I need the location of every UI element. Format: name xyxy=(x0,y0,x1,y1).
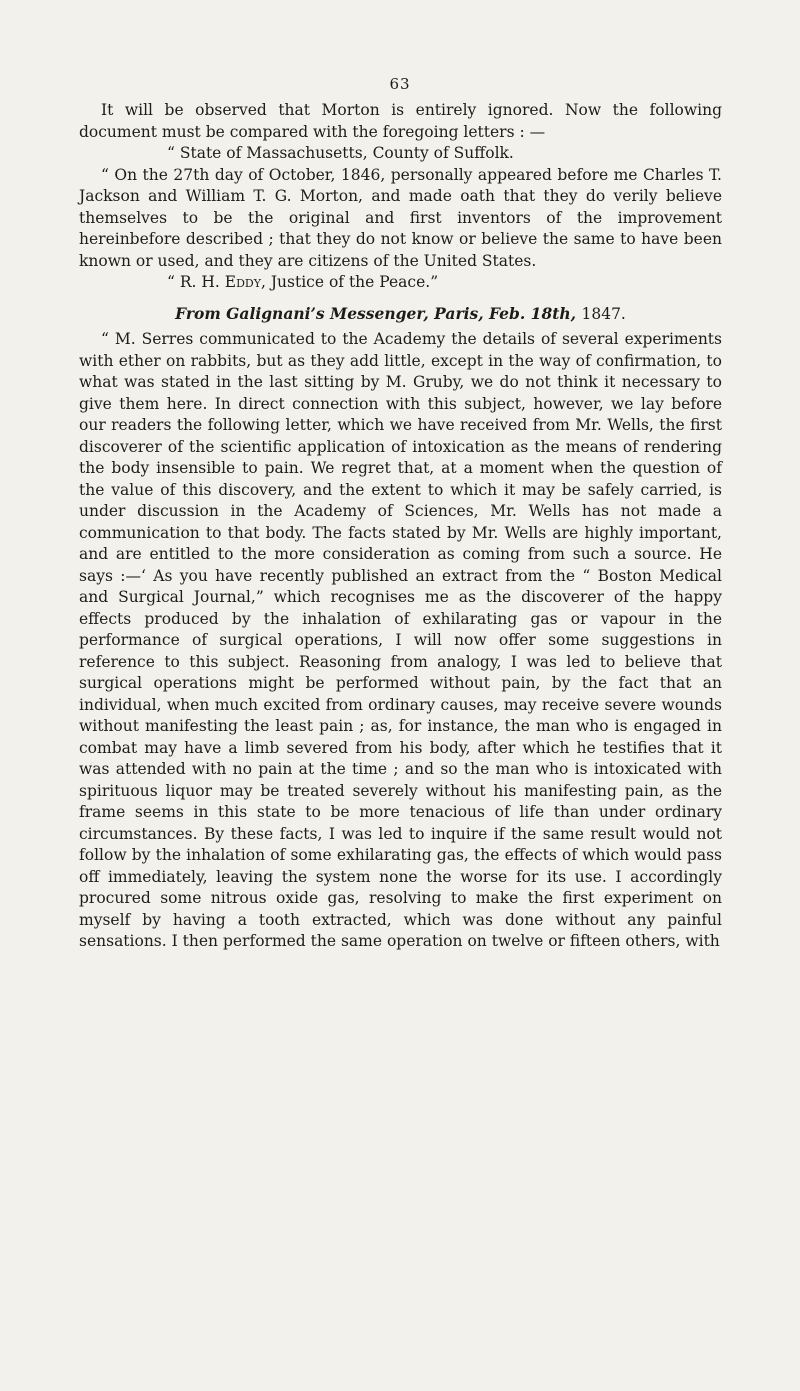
letter-paragraph: “ M. Serres communicated to the Academy the details of several experiments with ether on rabbits, but as they add little, except in the way of confirmation, to what was stated in the last sitting by M. Gruby, we do not think it necessary to give them here. In direct connection with this subject, however, we lay before our readers the following letter, which we have received from Mr. Wells, the first discoverer of the scientific application of intoxication as the means of rendering the body insensible to pain. We regret that, at a moment when the question of the value of this discovery, and the extent to which it may be safely carried, is under discussion in the Academy of Sciences, Mr. Wells has not made a communication to that body. The facts stated by Mr. Wells are highly important, and are entitled to the more consideration as coming from such a source. He says :—‘ As you have recently published an extract from the “ Boston Medical and Surgical Journal,” which recognises me as the discoverer of the happy effects produced by the inhalation of exhilarating gas or vapour in the performance of surgical operations, I will now offer some suggestions in reference to this subject. Reasoning from analogy, I was led to believe that surgical operations might be performed without pain, by the fact that an individual, when much excited from ordinary causes, may receive severe wounds without manifesting the least pain ; as, for instance, the man who is engaged in combat may have a limb severed from his body, after which he testifies that it was attended with no pain at the time ; and so the man who is intoxicated with spirituous liquor may be treated severely without his manifesting pain, as the frame seems in this state to be more tenacious of life than under ordinary circumstances. By these facts, I was led to inquire if the same result would not follow by the inhalation of some exhilarating gas, the effects of which would pass off immediately, leaving the system none the worse for its use. I accordingly procured some nitrous oxide gas, resolving to make the first experiment on myself by having a tooth extracted, which was done without any painful sensations. I then performed the same operation on twelve or fifteen others, with xyxy=(79,330,722,950)
affidavit-body: “ On the 27th day of October, 1846, personally appeared before me Charles T. Jackson and William T. G. Morton, and made oath that they do verily believe themselves to be the original and first inventors of the improvement hereinbefore described ; that they do not know or believe the same to have been known or used, and they are citizens of the United States. xyxy=(79,165,722,270)
source-year: 1847. xyxy=(581,304,626,323)
affidavit-signature xyxy=(79,272,722,294)
page-number: 63 xyxy=(389,75,411,93)
signature-suffix: , Justice of the Peace.” xyxy=(260,273,439,291)
source-heading xyxy=(79,303,722,326)
signature-prefix: “ R. H. xyxy=(167,273,220,291)
signature-name: Eddy xyxy=(224,273,261,291)
intro-paragraph: It will be observed that Morton is entirely ignored. Now the following document must be compared with the foregoing letters : — xyxy=(79,101,722,141)
affidavit-heading: “ State of Massachusetts, County of Suffolk. xyxy=(167,144,514,162)
body-text xyxy=(79,100,722,953)
source-title: From Galignani’s Messenger, Paris, Feb. 18th, xyxy=(175,303,577,323)
